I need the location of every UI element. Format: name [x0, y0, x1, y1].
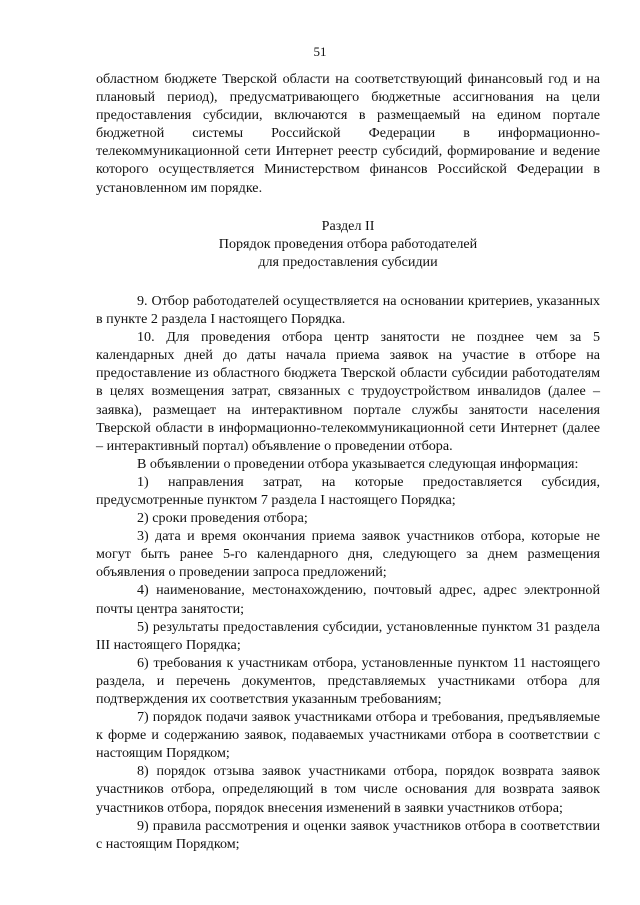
list-item: 1) направления затрат, на которые предоставляется субсидия, предусмотренные пунктом 7 раздела I настоящего Порядка; — [96, 473, 600, 508]
list-item: 8) порядок отзыва заявок участниками отбора, порядок возврата заявок участников отбора, определяющий в том числе основания для возврата заявок участников отбора, порядок внесения изменений в заявки участников отбора; — [96, 763, 600, 816]
paragraph-10: 10. Для проведения отбора центр занятости не позднее чем за 5 календарных дней до даты начала приема заявок на участие в отборе на предоставление из областного бюджета Тверской области субсидии работодателям в целях возмещения затрат, связанных с трудоустройством инвалидов (далее – заявка), размещает на интерактивном портале службы занятости населения Тверской области в информационно-телекоммуникационной сети Интернет (далее – интерактивный портал) объявление о проведении отбора. — [96, 329, 600, 454]
paragraph-9: 9. Отбор работодателей осуществляется на основании критериев, указанных в пункте 2 раздела I настоящего Порядка. — [96, 292, 600, 328]
intro-paragraph: областном бюджете Тверской области на соответствующий финансовый год и на плановый период), предусматривающего бюджетные ассигнования на цели предоставления субсидии, включаются в размещаемый на едином портале бюджетной системы Российской Федерации в информационно-телекоммуникационной сети Интернет реестр субсидий, формирование и ведение которого осуществляется Министерством финансов Российской Федерации в установленном им порядке. — [96, 71, 600, 196]
list-item: 2) сроки проведения отбора; — [137, 510, 308, 527]
list-item: 5) результаты предоставления субсидии, установленные пунктом 31 раздела III настоящего Порядка; — [96, 618, 600, 653]
list-item: 4) наименование, местонахождению, почтовый адрес, адрес электронной почты центра занятости; — [96, 582, 600, 617]
list-item: 7) порядок подачи заявок участниками отбора и требования, предъявляемые к форме и содержанию заявок, подаваемых участниками отбора в соответствии с настоящим Порядком; — [96, 709, 600, 762]
section-number: Раздел II — [321, 217, 375, 234]
list-item: 3) дата и время окончания приема заявок участников отбора, которые не могут быть ранее 5-го календарного дня, следующего за днем размещения объявления о проведении запроса предложений; — [96, 528, 600, 581]
list-item: 6) требования к участникам отбора, установленные пунктом 11 настоящего раздела, и перечень документов, представляемых участниками отбора для подтверждения их соответствия указанным требованиям; — [96, 654, 600, 707]
section-title-line-1: Порядок проведения отбора работодателей — [218, 235, 478, 252]
document-body — [96, 70, 600, 853]
page-number: 51 — [313, 44, 327, 59]
announcement-intro: В объявлении о проведении отбора указывается следующая информация: — [137, 455, 579, 472]
section-title-line-2: для предоставления субсидии — [258, 253, 438, 270]
list-item: 9) правила рассмотрения и оценки заявок участников отбора в соответствии с настоящим Порядком; — [96, 817, 600, 852]
